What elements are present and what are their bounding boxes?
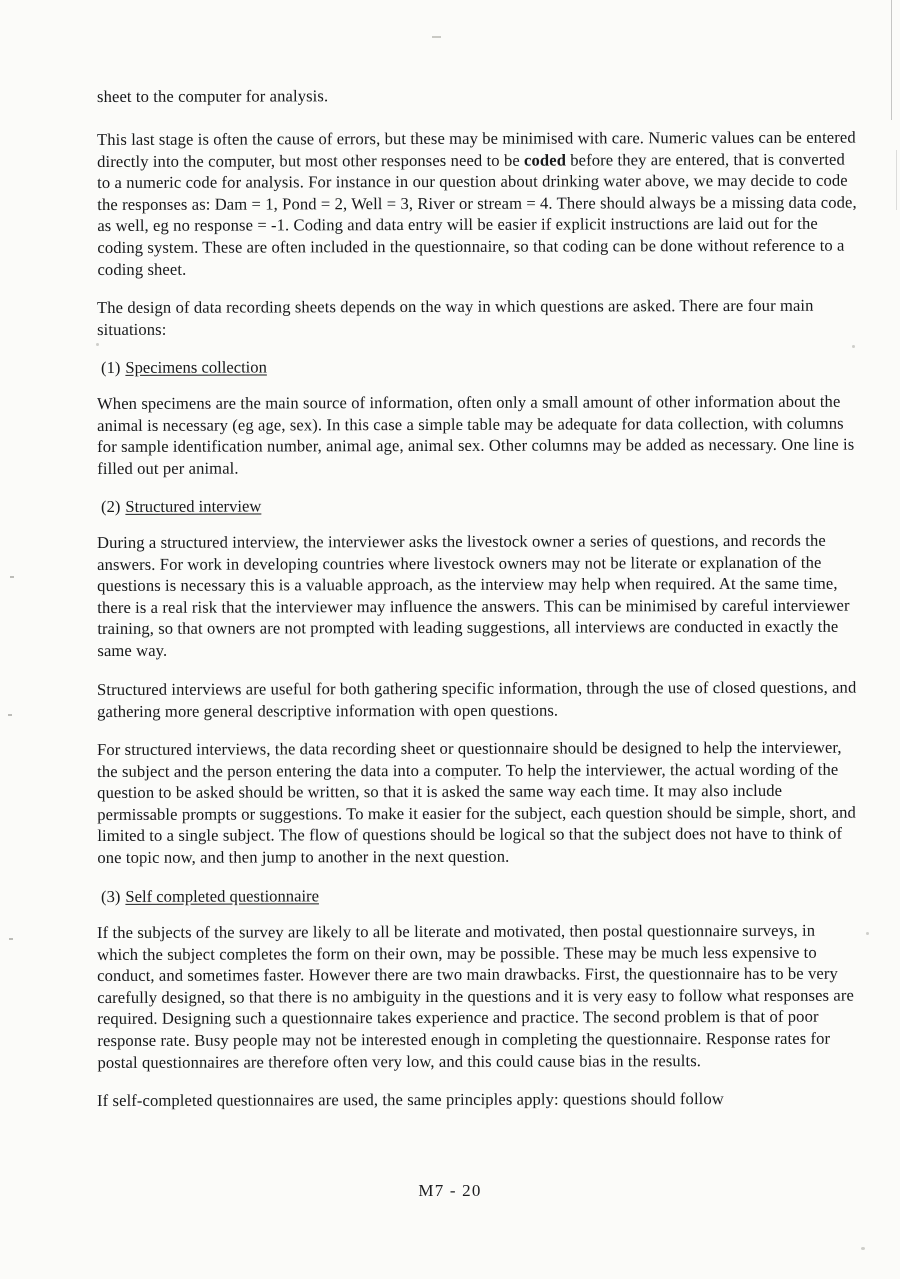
scan-edge-mark [891, 0, 892, 120]
heading-number: (2) [101, 497, 121, 517]
heading-title: Self completed questionnaire [125, 885, 319, 906]
heading-structured-interview [101, 494, 857, 518]
heading-specimens-collection [101, 355, 857, 379]
heading-number: (3) [101, 886, 121, 906]
paragraph-design-intro: The design of data recording sheets depends on the way in which questions are asked. There are four main situations: [97, 295, 814, 339]
paragraph-interview-2: Structured interviews are useful for both gathering specific information, through the use of closed questions, and gathering more general descriptive information with open questions. [97, 677, 857, 721]
scan-artifact-left-1 [10, 576, 14, 578]
scan-artifact-left-2 [8, 714, 12, 716]
scan-artifact-left-3 [9, 938, 13, 940]
scan-artifact-top [432, 36, 441, 38]
scan-speck [861, 1247, 865, 1250]
scan-speck [866, 932, 869, 935]
heading-title: Specimens collection [125, 357, 267, 377]
paragraph-interview-1: During a structured interview, the interviewer asks the livestock owner a series of questions, and records the answers. For work in developing countries where livestock owners may not be literate or explanation of the questions is necessary this is a valuable approach, as the interview may help when required. At the same time, there is a real risk that the interviewer may influence the answers. This can be minimised by careful interviewer training, so that owners are not prompted with leading suggestions, all interviews are conducted in exactly the same way. [97, 531, 850, 661]
paragraph-interview-3: For structured interviews, the data recording sheet or questionnaire should be designed to help the interviewer, the subject and the person entering the data into a computer. To help the interviewer, the actual wording of the question to be asked should be written, so that it is asked the same way each time. It may also include permissable prompts or suggestions. To make it easier for the subject, each question should be simple, short, and limited to a single subject. The flow of questions should be logical so that the subject does not have to think of one topic now, and then jump to another in the next question. [97, 737, 856, 868]
paragraph-questionnaire-1: If the subjects of the survey are likely to all be literate and motivated, then postal questionnaire surveys, in which the subject completes the form on their own, may be possible. These may be much less expensive to conduct, and sometimes faster. However there are two main drawbacks. First, the questionnaire has to be very carefully designed, so that there is no ambiguity in the questions and it is very easy to follow what responses are required. Designing such a questionnaire takes experience and practice. The second problem is that of poor response rate. Busy people may not be interested enough in completing the questionnaire. Response rates for postal questionnaires are therefore often very low, and this could cause bias in the results. [97, 920, 854, 1072]
heading-title: Structured interview [125, 496, 262, 517]
paragraph-questionnaire-2: If self-completed questionnaires are used, the same principles apply: questions should follow [97, 1088, 724, 1110]
heading-self-completed-questionnaire [101, 883, 857, 907]
heading-number: (1) [101, 357, 121, 377]
paragraph-coding: This last stage is often the cause of errors, but these may be minimised with care. Numeric values can be entered directly into the computer, but most other responses need to be coded before they are entered, that is converted to a numeric code for analysis. For instance in our question about drinking water above, we may decide to code the responses as: Dam = 1, Pond = 2, Well = 3, River or stream = 4. There should always be a missing data code, as well, eg no response = -1. Coding and data entry will be easier if explicit instructions are laid out for the coding system. These are often included in the questionnaire, so that coding can be done without reference to a coding sheet. [97, 127, 857, 279]
scan-edge-mark-secondary [896, 150, 897, 210]
page-number: M7 - 20 [418, 1181, 482, 1200]
paragraph-continuation: sheet to the computer for analysis. [97, 86, 329, 106]
paragraph-specimens: When specimens are the main source of information, often only a small amount of other information about the animal is necessary (eg age, sex). In this case a simple table may be adequate for data collection, with columns for sample identification number, animal age, animal sex. Other columns may be added as necessary. One line is filled out per animal. [97, 391, 855, 478]
document-body [97, 86, 857, 1128]
